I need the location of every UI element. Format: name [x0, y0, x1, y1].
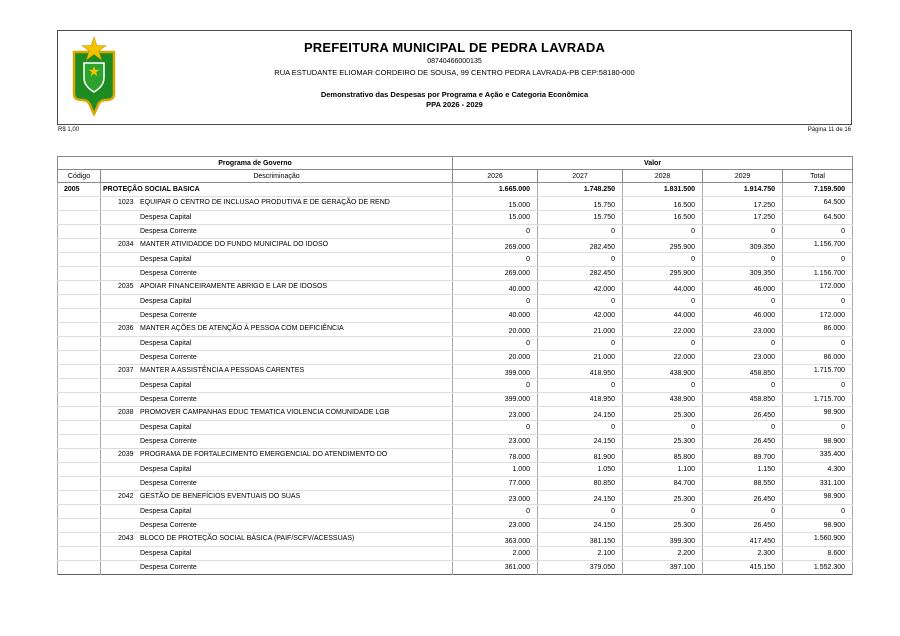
cell-year-value: 379.050	[538, 561, 623, 575]
cell-description	[101, 267, 453, 281]
cell-year-value: 17.250	[703, 211, 783, 225]
cell-description	[101, 351, 453, 365]
cell-year-value: 1.050	[538, 463, 623, 477]
action-code: 2043	[118, 535, 134, 542]
cell-year-value: 23.000	[703, 323, 783, 337]
cell-description	[101, 309, 453, 323]
cell-year-value: 46.000	[703, 309, 783, 323]
cell-description	[101, 505, 453, 519]
cell-code	[58, 211, 101, 225]
table-row-action	[58, 323, 853, 337]
cell-code	[58, 295, 101, 309]
cell-year-value: 417.450	[703, 533, 783, 547]
cell-total-value: 4.300	[783, 463, 853, 477]
cell-year-value: 0	[623, 505, 703, 519]
col-header-2028: 2028	[623, 170, 703, 183]
col-header-codigo: Código	[58, 170, 101, 183]
cell-year-value: 24.150	[538, 491, 623, 505]
cell-year-value: 1.665.000	[453, 183, 538, 197]
description-text: Despesa Corrente	[140, 312, 197, 319]
cell-description	[101, 225, 453, 239]
cell-year-value: 2.200	[623, 547, 703, 561]
cell-description	[101, 477, 453, 491]
cell-year-value: 26.450	[703, 491, 783, 505]
table-body	[58, 183, 853, 575]
cell-total-value: 1.156.700	[783, 239, 853, 253]
expenses-table	[57, 156, 853, 575]
cell-year-value: 361.000	[453, 561, 538, 575]
cell-year-value: 20.000	[453, 351, 538, 365]
cell-code	[58, 239, 101, 253]
cell-year-value: 269.000	[453, 239, 538, 253]
cell-year-value: 23.000	[453, 435, 538, 449]
cell-total-value: 64.500	[783, 211, 853, 225]
cell-year-value: 25.300	[623, 491, 703, 505]
cell-total-value: 86.000	[783, 351, 853, 365]
description-text: Despesa Capital	[140, 382, 192, 389]
cell-year-value: 1.000	[453, 463, 538, 477]
cell-code	[58, 463, 101, 477]
action-code: 2039	[118, 451, 134, 458]
cell-year-value: 295.900	[623, 239, 703, 253]
table-row-category	[58, 309, 853, 323]
table-row-category	[58, 225, 853, 239]
description-text: Despesa Corrente	[140, 522, 197, 529]
crest-icon	[68, 36, 120, 118]
cell-year-value: 0	[623, 295, 703, 309]
table-row-category	[58, 463, 853, 477]
cell-year-value: 78.000	[453, 449, 538, 463]
cell-year-value: 2.100	[538, 547, 623, 561]
cell-total-value: 0	[783, 505, 853, 519]
cell-code	[58, 351, 101, 365]
cell-description	[101, 211, 453, 225]
table-row-category	[58, 211, 853, 225]
action-code: 2037	[118, 367, 134, 374]
cell-total-value: 0	[783, 253, 853, 267]
cell-total-value: 98.900	[783, 519, 853, 533]
report-period: PPA 2026 - 2029	[426, 100, 483, 109]
cell-year-value: 42.000	[538, 281, 623, 295]
description-text: Despesa Corrente	[140, 396, 197, 403]
cell-total-value: 86.000	[783, 323, 853, 337]
cell-year-value: 77.000	[453, 477, 538, 491]
cell-code	[58, 309, 101, 323]
cell-year-value: 0	[538, 253, 623, 267]
cell-code	[58, 197, 101, 211]
cell-total-value: 98.900	[783, 491, 853, 505]
table-row-category	[58, 393, 853, 407]
cell-year-value: 0	[453, 505, 538, 519]
description-text: Despesa Corrente	[140, 228, 197, 235]
cell-year-value: 0	[453, 295, 538, 309]
cell-description	[101, 561, 453, 575]
description-text: Despesa Corrente	[140, 438, 197, 445]
table-row-category	[58, 561, 853, 575]
cell-code	[58, 365, 101, 379]
cell-year-value: 0	[538, 225, 623, 239]
cell-year-value: 0	[538, 421, 623, 435]
cell-code	[58, 449, 101, 463]
cell-description	[101, 379, 453, 393]
cell-code	[58, 281, 101, 295]
cell-total-value: 172.000	[783, 281, 853, 295]
cell-total-value: 1.560.900	[783, 533, 853, 547]
cell-code	[58, 267, 101, 281]
cell-total-value: 0	[783, 421, 853, 435]
cell-year-value: 0	[703, 379, 783, 393]
cell-year-value: 1.100	[623, 463, 703, 477]
currency-note: R$ 1,00	[58, 127, 80, 133]
table-row-action	[58, 407, 853, 421]
cell-description	[101, 435, 453, 449]
description-text: MANTER ATIVIDADDE DO FUNDO MUNICIPAL DO IDOSO	[140, 241, 329, 248]
table-row-category	[58, 253, 853, 267]
cell-year-value: 0	[453, 421, 538, 435]
table-row-category	[58, 337, 853, 351]
report-header	[57, 30, 852, 125]
cell-year-value: 0	[538, 337, 623, 351]
cell-year-value: 269.000	[453, 267, 538, 281]
col-header-descriminacao: Descriminação	[101, 170, 453, 183]
cell-description	[101, 421, 453, 435]
cell-year-value: 282.450	[538, 239, 623, 253]
report-page	[57, 30, 852, 575]
cell-year-value: 1.914.750	[703, 183, 783, 197]
action-code: 2036	[118, 325, 134, 332]
description-text: GESTÃO DE BENEFÍCIOS EVENTUAIS DO SUAS	[140, 493, 301, 500]
cell-year-value: 25.300	[623, 519, 703, 533]
cell-year-value: 22.000	[623, 323, 703, 337]
cell-total-value: 172.000	[783, 309, 853, 323]
cell-year-value: 15.000	[453, 197, 538, 211]
description-text: PROMOVER CAMPANHAS EDUC TEMATICA VIOLENCIA COMUNIDADE LGB	[140, 409, 390, 416]
cell-total-value: 64.500	[783, 197, 853, 211]
entity-address: RUA ESTUDANTE ELIOMAR CORDEIRO DE SOUSA, 99 CENTRO PEDRA LAVRADA-PB CEP:58180-000	[274, 68, 635, 77]
cell-year-value: 23.000	[453, 519, 538, 533]
description-text: BLOCO DE PROTEÇÃO SOCIAL BÁSICA (PAIF/SCFV/ACESSUAS)	[140, 535, 355, 542]
cell-year-value: 23.000	[453, 407, 538, 421]
action-code: 2042	[118, 493, 134, 500]
cell-total-value: 1.552.300	[783, 561, 853, 575]
table-row-action	[58, 449, 853, 463]
cell-total-value: 8.600	[783, 547, 853, 561]
cell-year-value: 0	[623, 337, 703, 351]
table-row-category	[58, 379, 853, 393]
cell-total-value: 98.900	[783, 407, 853, 421]
cell-year-value: 22.000	[623, 351, 703, 365]
cell-year-value: 88.550	[703, 477, 783, 491]
cell-code	[58, 225, 101, 239]
table-row-action	[58, 239, 853, 253]
cell-total-value: 331.100	[783, 477, 853, 491]
table-row-category	[58, 351, 853, 365]
cell-year-value: 415.150	[703, 561, 783, 575]
cell-description	[101, 197, 453, 211]
cell-year-value: 40.000	[453, 281, 538, 295]
action-code: 2038	[118, 409, 134, 416]
table-row-category	[58, 547, 853, 561]
description-text: Despesa Corrente	[140, 354, 197, 361]
cell-year-value: 21.000	[538, 323, 623, 337]
cell-code	[58, 505, 101, 519]
description-text: Despesa Capital	[140, 424, 192, 431]
description-text: Despesa Capital	[140, 256, 192, 263]
cell-year-value: 16.500	[623, 211, 703, 225]
description-text: APOIAR FINANCEIRAMENTE ABRIGO E LAR DE IDOSOS	[140, 283, 328, 290]
col-header-2029: 2029	[703, 170, 783, 183]
cell-year-value: 20.000	[453, 323, 538, 337]
table-row-category	[58, 435, 853, 449]
description-text: MANTER A ASSISTÊNCIA A PESSOAS CARENTES	[140, 367, 305, 374]
cell-code	[58, 519, 101, 533]
cell-year-value: 363.000	[453, 533, 538, 547]
description-text: Despesa Capital	[140, 508, 192, 515]
cell-year-value: 282.450	[538, 267, 623, 281]
cell-code	[58, 561, 101, 575]
group-header-programa: Programa de Governo	[58, 157, 453, 170]
group-header-valor: Valor	[453, 157, 853, 170]
cell-code	[58, 491, 101, 505]
cell-year-value: 24.150	[538, 435, 623, 449]
cell-total-value: 335.400	[783, 449, 853, 463]
cell-year-value: 397.100	[623, 561, 703, 575]
cell-year-value: 0	[453, 253, 538, 267]
cell-description	[101, 253, 453, 267]
table-row-program	[58, 183, 853, 197]
cell-year-value: 21.000	[538, 351, 623, 365]
description-text: Despesa Capital	[140, 214, 192, 221]
table-row-action	[58, 533, 853, 547]
cell-year-value: 458.850	[703, 365, 783, 379]
description-text: PROTEÇÃO SOCIAL BASICA	[103, 186, 200, 193]
cell-year-value: 0	[623, 225, 703, 239]
cell-description	[101, 337, 453, 351]
cell-description	[101, 281, 453, 295]
cell-year-value: 42.000	[538, 309, 623, 323]
cell-year-value: 44.000	[623, 281, 703, 295]
table-head	[58, 157, 853, 183]
cell-total-value: 98.900	[783, 435, 853, 449]
cell-year-value: 381.150	[538, 533, 623, 547]
entity-cnpj: 08740466000135	[427, 58, 482, 65]
cell-year-value: 23.000	[703, 351, 783, 365]
cell-year-value: 0	[623, 421, 703, 435]
cell-year-value: 44.000	[623, 309, 703, 323]
report-title: Demonstrativo das Despesas por Programa e Ação e Categoria Econômica	[320, 90, 589, 99]
cell-year-value: 89.700	[703, 449, 783, 463]
cell-code	[58, 533, 101, 547]
cell-total-value: 1.156.700	[783, 267, 853, 281]
cell-year-value: 399.000	[453, 393, 538, 407]
cell-year-value: 438.900	[623, 393, 703, 407]
cell-code	[58, 253, 101, 267]
description-text: PROGRAMA DE FORTALECIMENTO EMERGENCIAL DO ATENDIMENTO DO	[140, 451, 388, 458]
table-row-category	[58, 477, 853, 491]
group-header-row	[58, 157, 853, 170]
cell-year-value: 85.800	[623, 449, 703, 463]
table-row-category	[58, 295, 853, 309]
cell-year-value: 0	[538, 379, 623, 393]
header-meta-row	[57, 127, 852, 133]
description-text: Despesa Corrente	[140, 270, 197, 277]
table-row-action	[58, 281, 853, 295]
cell-total-value: 1.715.700	[783, 393, 853, 407]
table-row-action	[58, 491, 853, 505]
table-row-category	[58, 505, 853, 519]
cell-description	[101, 449, 453, 463]
cell-year-value: 26.450	[703, 519, 783, 533]
cell-year-value: 0	[453, 225, 538, 239]
cell-total-value: 0	[783, 225, 853, 239]
cell-year-value: 309.350	[703, 267, 783, 281]
cell-total-value: 0	[783, 295, 853, 309]
cell-year-value: 25.300	[623, 407, 703, 421]
cell-year-value: 25.300	[623, 435, 703, 449]
description-text: Despesa Capital	[140, 550, 192, 557]
cell-total-value: 0	[783, 379, 853, 393]
col-header-2027: 2027	[538, 170, 623, 183]
action-code: 2035	[118, 283, 134, 290]
description-text: MANTER AÇÕES DE ATENÇÃO À PESSOA COM DEFICIÊNCIA	[140, 325, 344, 332]
description-text: Despesa Corrente	[140, 480, 197, 487]
cell-code	[58, 421, 101, 435]
municipal-crest-logo	[68, 36, 120, 118]
table-row-action	[58, 197, 853, 211]
cell-year-value: 46.000	[703, 281, 783, 295]
cell-description	[101, 519, 453, 533]
cell-year-value: 0	[453, 379, 538, 393]
description-text: Despesa Capital	[140, 466, 192, 473]
cell-year-value: 24.150	[538, 519, 623, 533]
header-text-block	[58, 31, 851, 109]
cell-year-value: 0	[703, 505, 783, 519]
cell-total-value: 0	[783, 337, 853, 351]
cell-year-value: 2.000	[453, 547, 538, 561]
cell-description	[101, 239, 453, 253]
cell-year-value: 309.350	[703, 239, 783, 253]
cell-description	[101, 533, 453, 547]
cell-year-value: 0	[703, 253, 783, 267]
cell-total-value: 7.159.500	[783, 183, 853, 197]
cell-year-value: 0	[453, 337, 538, 351]
cell-year-value: 0	[703, 421, 783, 435]
cell-year-value: 0	[623, 379, 703, 393]
table-row-action	[58, 365, 853, 379]
cell-year-value: 1.150	[703, 463, 783, 477]
cell-year-value: 0	[538, 295, 623, 309]
cell-year-value: 438.900	[623, 365, 703, 379]
cell-year-value: 1.831.500	[623, 183, 703, 197]
cell-year-value: 15.000	[453, 211, 538, 225]
cell-year-value: 399.000	[453, 365, 538, 379]
column-header-row	[58, 170, 853, 183]
page-number: Página 11 de 16	[807, 127, 851, 133]
cell-code	[58, 323, 101, 337]
cell-year-value: 26.450	[703, 407, 783, 421]
col-header-2026: 2026	[453, 170, 538, 183]
cell-code	[58, 547, 101, 561]
cell-year-value: 84.700	[623, 477, 703, 491]
cell-code	[58, 393, 101, 407]
cell-year-value: 16.500	[623, 197, 703, 211]
description-text: Despesa Capital	[140, 340, 192, 347]
entity-title: PREFEITURA MUNICIPAL DE PEDRA LAVRADA	[303, 40, 606, 55]
cell-year-value: 23.000	[453, 491, 538, 505]
cell-year-value: 0	[623, 253, 703, 267]
cell-year-value: 40.000	[453, 309, 538, 323]
cell-code	[58, 477, 101, 491]
cell-code: 2005	[58, 183, 101, 197]
cell-description	[101, 491, 453, 505]
action-code: 1023	[118, 199, 134, 206]
cell-year-value: 81.900	[538, 449, 623, 463]
description-text: EQUIPAR O CENTRO DE INCLUSAO PRODUTIVA E DE GERAÇÃO DE REND	[140, 199, 390, 206]
cell-year-value: 295.900	[623, 267, 703, 281]
cell-description	[101, 463, 453, 477]
cell-description	[101, 183, 453, 197]
cell-year-value: 0	[538, 505, 623, 519]
cell-year-value: 418.950	[538, 365, 623, 379]
col-header-total: Total	[783, 170, 853, 183]
cell-year-value: 399.300	[623, 533, 703, 547]
cell-year-value: 15.750	[538, 197, 623, 211]
cell-year-value: 15.750	[538, 211, 623, 225]
description-text: Despesa Corrente	[140, 564, 197, 571]
table-row-category	[58, 421, 853, 435]
cell-total-value: 1.715.700	[783, 365, 853, 379]
cell-year-value: 0	[703, 337, 783, 351]
cell-code	[58, 435, 101, 449]
cell-code	[58, 407, 101, 421]
action-code: 2034	[118, 241, 134, 248]
expenses-table-wrap	[57, 156, 852, 575]
cell-code	[58, 337, 101, 351]
cell-code	[58, 379, 101, 393]
cell-year-value: 418.950	[538, 393, 623, 407]
table-row-category	[58, 519, 853, 533]
cell-year-value: 80.850	[538, 477, 623, 491]
cell-year-value: 0	[703, 225, 783, 239]
cell-description	[101, 365, 453, 379]
cell-description	[101, 295, 453, 309]
cell-year-value: 17.250	[703, 197, 783, 211]
table-row-category	[58, 267, 853, 281]
cell-year-value: 24.150	[538, 407, 623, 421]
cell-year-value: 458.850	[703, 393, 783, 407]
cell-year-value: 0	[703, 295, 783, 309]
description-text: Despesa Capital	[140, 298, 192, 305]
cell-year-value: 26.450	[703, 435, 783, 449]
cell-year-value: 1.748.250	[538, 183, 623, 197]
cell-description	[101, 393, 453, 407]
cell-description	[101, 323, 453, 337]
cell-description	[101, 407, 453, 421]
cell-year-value: 2.300	[703, 547, 783, 561]
cell-description	[101, 547, 453, 561]
